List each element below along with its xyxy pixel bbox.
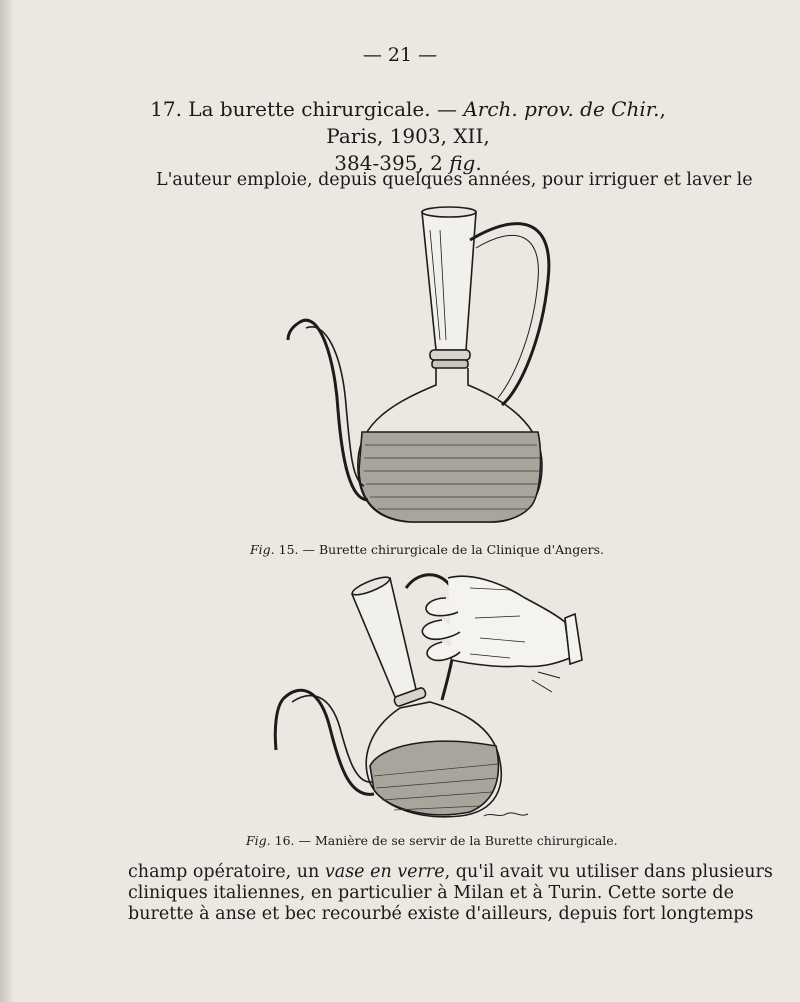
figure-16-label: Fig. [246, 833, 271, 848]
heading-title: 17. La burette chirurgicale. — [150, 97, 464, 121]
intro-line: L'auteur emploie, depuis quelques années, pour irriguer et laver le [156, 170, 753, 190]
body-paragraph [128, 862, 773, 925]
page-number: — 21 — [362, 44, 438, 66]
heading-details-1: , Paris, 1903, XII, [326, 97, 666, 148]
heading-details-2: 384-395, 2 [334, 151, 450, 175]
figure-15-label: Fig. [250, 542, 275, 557]
figure-15-burette-illustration [280, 200, 560, 530]
body-line-1-italic: vase en verre [324, 862, 445, 882]
figure-15-caption [250, 542, 604, 557]
body-line-2: cliniques italiennes, en particulier à Milan et à Turin. Cette sorte de [128, 883, 734, 903]
page-edge-shadow [0, 0, 14, 1002]
heading-journal: Arch. prov. de Chir. [463, 97, 660, 121]
body-line-1-a: champ opératoire, un [128, 862, 325, 882]
body-line-1-b: , qu'il avait vu utiliser dans plusieurs [444, 862, 773, 882]
figure-16-text: 16. — Manière de se servir de la Burette chirurgicale. [270, 833, 618, 848]
body-line-1 [128, 862, 773, 883]
figure-16-hand-burette-illustration [270, 568, 590, 828]
body-line-3: burette à anse et bec recourbé existe d'ailleurs, depuis fort longtemps [128, 904, 754, 924]
intro-paragraph [128, 170, 753, 191]
figure-16-caption [246, 833, 618, 848]
heading-fig: fig. [449, 151, 482, 175]
article-heading [128, 96, 688, 177]
figure-15-text: 15. — Burette chirurgicale de la Clinique d'Angers. [274, 542, 604, 557]
